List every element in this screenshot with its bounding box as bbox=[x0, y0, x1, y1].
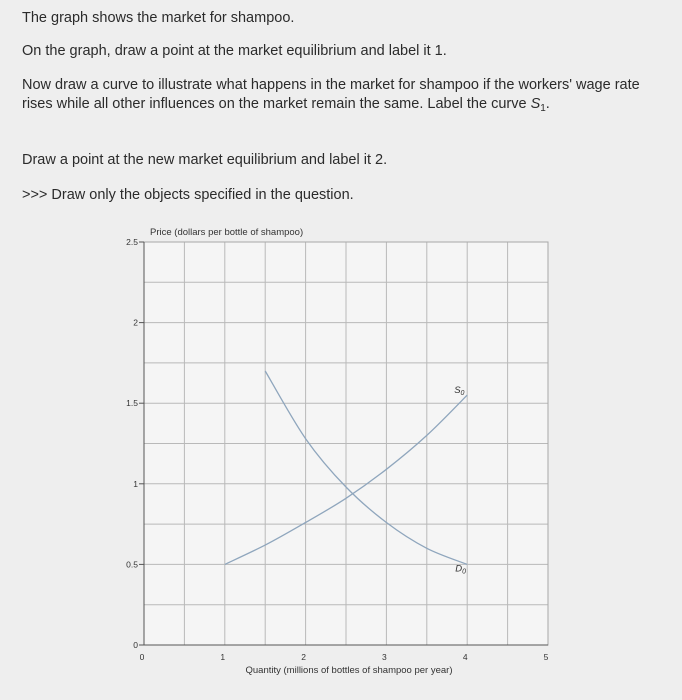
question-line-1: The graph shows the market for shampoo. bbox=[22, 10, 295, 26]
y-tick-label: 1 bbox=[133, 478, 138, 489]
x-tick-label: 3 bbox=[382, 652, 387, 662]
curve-symbol: S bbox=[530, 96, 541, 112]
x-tick-label: 5 bbox=[543, 652, 549, 662]
curve-label-main: S bbox=[454, 385, 461, 397]
x-tick-label: 4 bbox=[462, 652, 468, 662]
x-tick-label: 1 bbox=[220, 652, 226, 662]
question-line-2: On the graph, draw a point at the market equilibrium and label it 1. bbox=[22, 43, 447, 59]
y-tick-label: 0.5 bbox=[126, 559, 138, 570]
question-line-4: Draw a point at the new market equilibrium and label it 2. bbox=[22, 152, 388, 168]
question-line-3-end: . bbox=[545, 96, 550, 112]
x-tick-label: 2 bbox=[301, 652, 306, 662]
question-line-5: >>> Draw only the objects specified in the question. bbox=[22, 187, 354, 203]
curve-label-subscript: 0 bbox=[460, 390, 465, 398]
question-line-3-text: Now draw a curve to illustrate what happens in the market for shampoo if the workers' wage rate rises while all other influences on the market remain the same. Label the curve bbox=[22, 77, 640, 112]
curve-label-main: D bbox=[455, 563, 463, 575]
y-tick-label: 2.5 bbox=[126, 237, 138, 247]
y-axis-title: Price (dollars per bottle of shampoo) bbox=[150, 227, 304, 238]
y-tick-label: 1.5 bbox=[126, 398, 138, 409]
y-tick-label: 2 bbox=[133, 317, 138, 328]
y-tick-label: 0 bbox=[133, 640, 138, 650]
x-tick-label: 0 bbox=[139, 652, 145, 662]
x-axis-title: Quantity (millions of bottles of shampoo per year) bbox=[245, 665, 453, 676]
curve-label-subscript: 0 bbox=[462, 568, 466, 576]
curve-subscript: 1 bbox=[540, 103, 546, 114]
